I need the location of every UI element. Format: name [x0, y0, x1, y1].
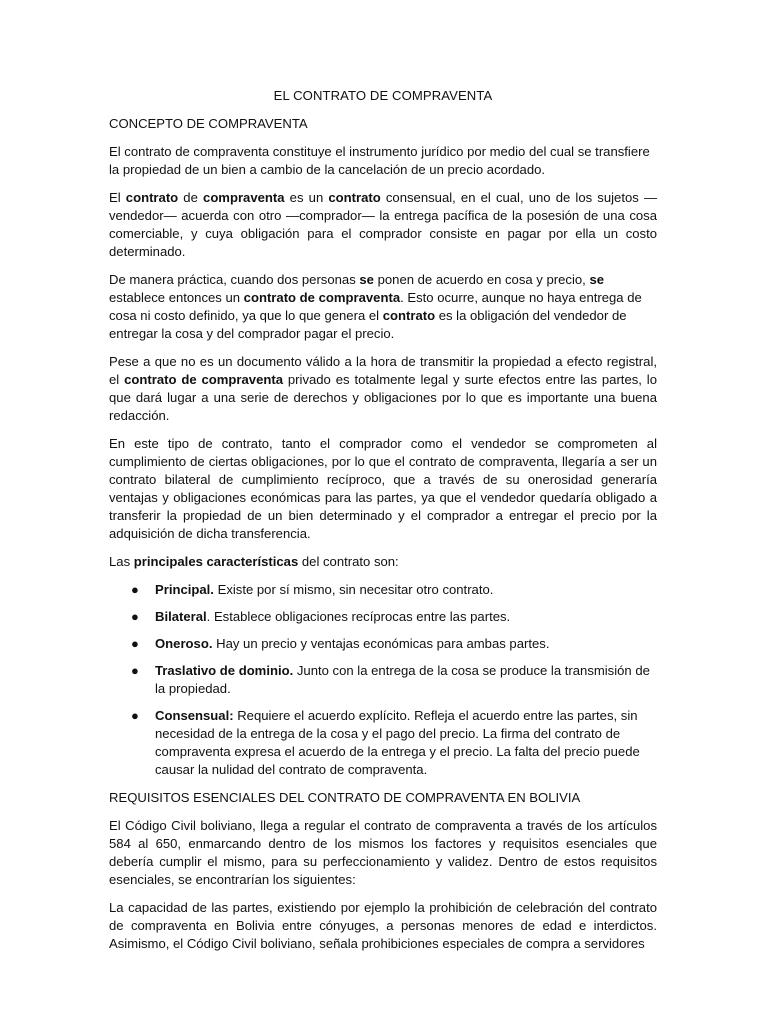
- characteristics-list: [109, 581, 657, 779]
- bold-run: contrato de compraventa: [243, 290, 401, 305]
- text-run: Las: [109, 554, 134, 569]
- paragraph-civil-code: El Código Civil boliviano, llega a regular el contrato de compraventa a través de los artículos 584 al 650, enmarcando dentro de los mismos los factores y requisitos esenciales que debería cumplir el mismo, para su perfeccionamiento y validez. Dentro de estos requisitos esenciales, se encontrarían los siguientes:: [109, 818, 657, 887]
- text-run: de: [178, 190, 204, 205]
- text-run: del contrato son:: [298, 554, 399, 569]
- list-item: [109, 581, 657, 599]
- bold-run: se: [359, 272, 374, 287]
- paragraph-capacity: La capacidad de las partes, existiendo por ejemplo la prohibición de celebración del contrato de compraventa en Bolivia entre cónyuges, a personas menores de edad e interdictos. Asimismo, el Código Civil boliviano, señala prohibiciones especiales de compra a servidores: [109, 900, 657, 951]
- list-item-text: Requiere el acuerdo explícito. Refleja el acuerdo entre las partes, sin necesidad de la entrega de la cosa y el pago del precio. La firma del contrato de compraventa expresa el acuerdo de la entrega y el precio. La falta del precio puede causar la nulidad del contrato de compraventa.: [155, 708, 640, 777]
- bold-run: compraventa: [203, 190, 285, 205]
- bullet-icon: ●: [131, 582, 139, 597]
- bullet-icon: ●: [131, 663, 139, 678]
- text-run: consensual, en el cual, uno de los sujetos —vendedor— acuerda con otro —comprador— la entrega pacífica de la posesión de una cosa comerciable, y cuya obligación para el comprador consiste en pagar por ella un costo determinado.: [109, 190, 658, 259]
- section-heading-concepto: CONCEPTO DE COMPRAVENTA: [109, 116, 308, 131]
- list-item: [109, 635, 657, 653]
- list-item-text: Existe por sí mismo, sin necesitar otro contrato.: [213, 582, 494, 597]
- bold-run: principales características: [133, 554, 299, 569]
- paragraph-consensual: [109, 189, 657, 261]
- text-run: privado es totalmente legal y surte efectos entre las partes, lo que dará lugar a una serie de derechos y obligaciones por lo que es importante una buena redacción.: [109, 372, 657, 423]
- text-run: ponen de acuerdo en cosa y precio,: [373, 272, 590, 287]
- bold-run: contrato: [328, 190, 381, 205]
- bold-run: contrato de compraventa: [124, 372, 284, 387]
- list-item-term: Bilateral: [155, 609, 207, 624]
- list-item-term: Oneroso.: [155, 636, 213, 651]
- list-item-term: Traslativo de dominio.: [155, 663, 294, 678]
- list-item: [109, 707, 657, 779]
- list-item-text: Hay un precio y ventajas económicas para ambas partes.: [212, 636, 550, 651]
- paragraph-practical: [109, 271, 657, 343]
- text-run: es un: [284, 190, 329, 205]
- text-run: . Esto ocurre, aunque no haya entrega de cosa ni costo definido, ya que lo que genera el: [109, 290, 642, 323]
- text-run: El: [109, 190, 126, 205]
- text-run: es la obligación del vendedor de entregar la cosa y del comprador pagar el precio.: [109, 308, 627, 341]
- list-item-term: Consensual:: [155, 708, 234, 723]
- paragraph-definition: El contrato de compraventa constituye el instrumento jurídico por medio del cual se transfiere la propiedad de un bien a cambio de la cancelación de un precio acordado.: [109, 144, 650, 177]
- paragraph-characteristics-intro: [109, 553, 657, 571]
- section-heading-requisitos: REQUISITOS ESENCIALES DEL CONTRATO DE COMPRAVENTA EN BOLIVIA: [109, 790, 581, 805]
- list-item-term: Principal.: [155, 582, 214, 597]
- list-item: [109, 662, 657, 698]
- bullet-icon: ●: [131, 708, 139, 723]
- bold-run: se: [589, 272, 605, 287]
- list-item-text: Junto con la entrega de la cosa se produce la transmisión de la propiedad.: [155, 663, 650, 696]
- paragraph-obligations: En este tipo de contrato, tanto el comprador como el vendedor se comprometen al cumplimiento de ciertas obligaciones, por lo que el contrato de compraventa, llegaría a ser un contrato bilateral de cumplimiento recíproco, que a través de su onerosidad generaría ventajas y obligaciones económicas para las partes, ya que el vendedor quedaría obligado a transferir la propiedad de un bien determinado y el comprador a entregar el precio por la adquisición de dicha transferencia.: [109, 436, 657, 541]
- text-run: establece entonces un: [109, 290, 244, 305]
- paragraph-validity: [109, 353, 657, 425]
- bullet-icon: ●: [131, 609, 139, 624]
- bold-run: contrato: [125, 190, 179, 205]
- bold-run: contrato: [382, 308, 436, 323]
- text-run: Pese a que no es un documento válido a la hora de transmitir la propiedad a efecto registral, el: [109, 354, 657, 387]
- list-item: [109, 608, 657, 626]
- document-title: EL CONTRATO DE COMPRAVENTA: [273, 88, 493, 103]
- text-run: De manera práctica, cuando dos personas: [109, 272, 360, 287]
- bullet-icon: ●: [131, 636, 139, 651]
- list-item-text: . Establece obligaciones recíprocas entre las partes.: [206, 609, 511, 624]
